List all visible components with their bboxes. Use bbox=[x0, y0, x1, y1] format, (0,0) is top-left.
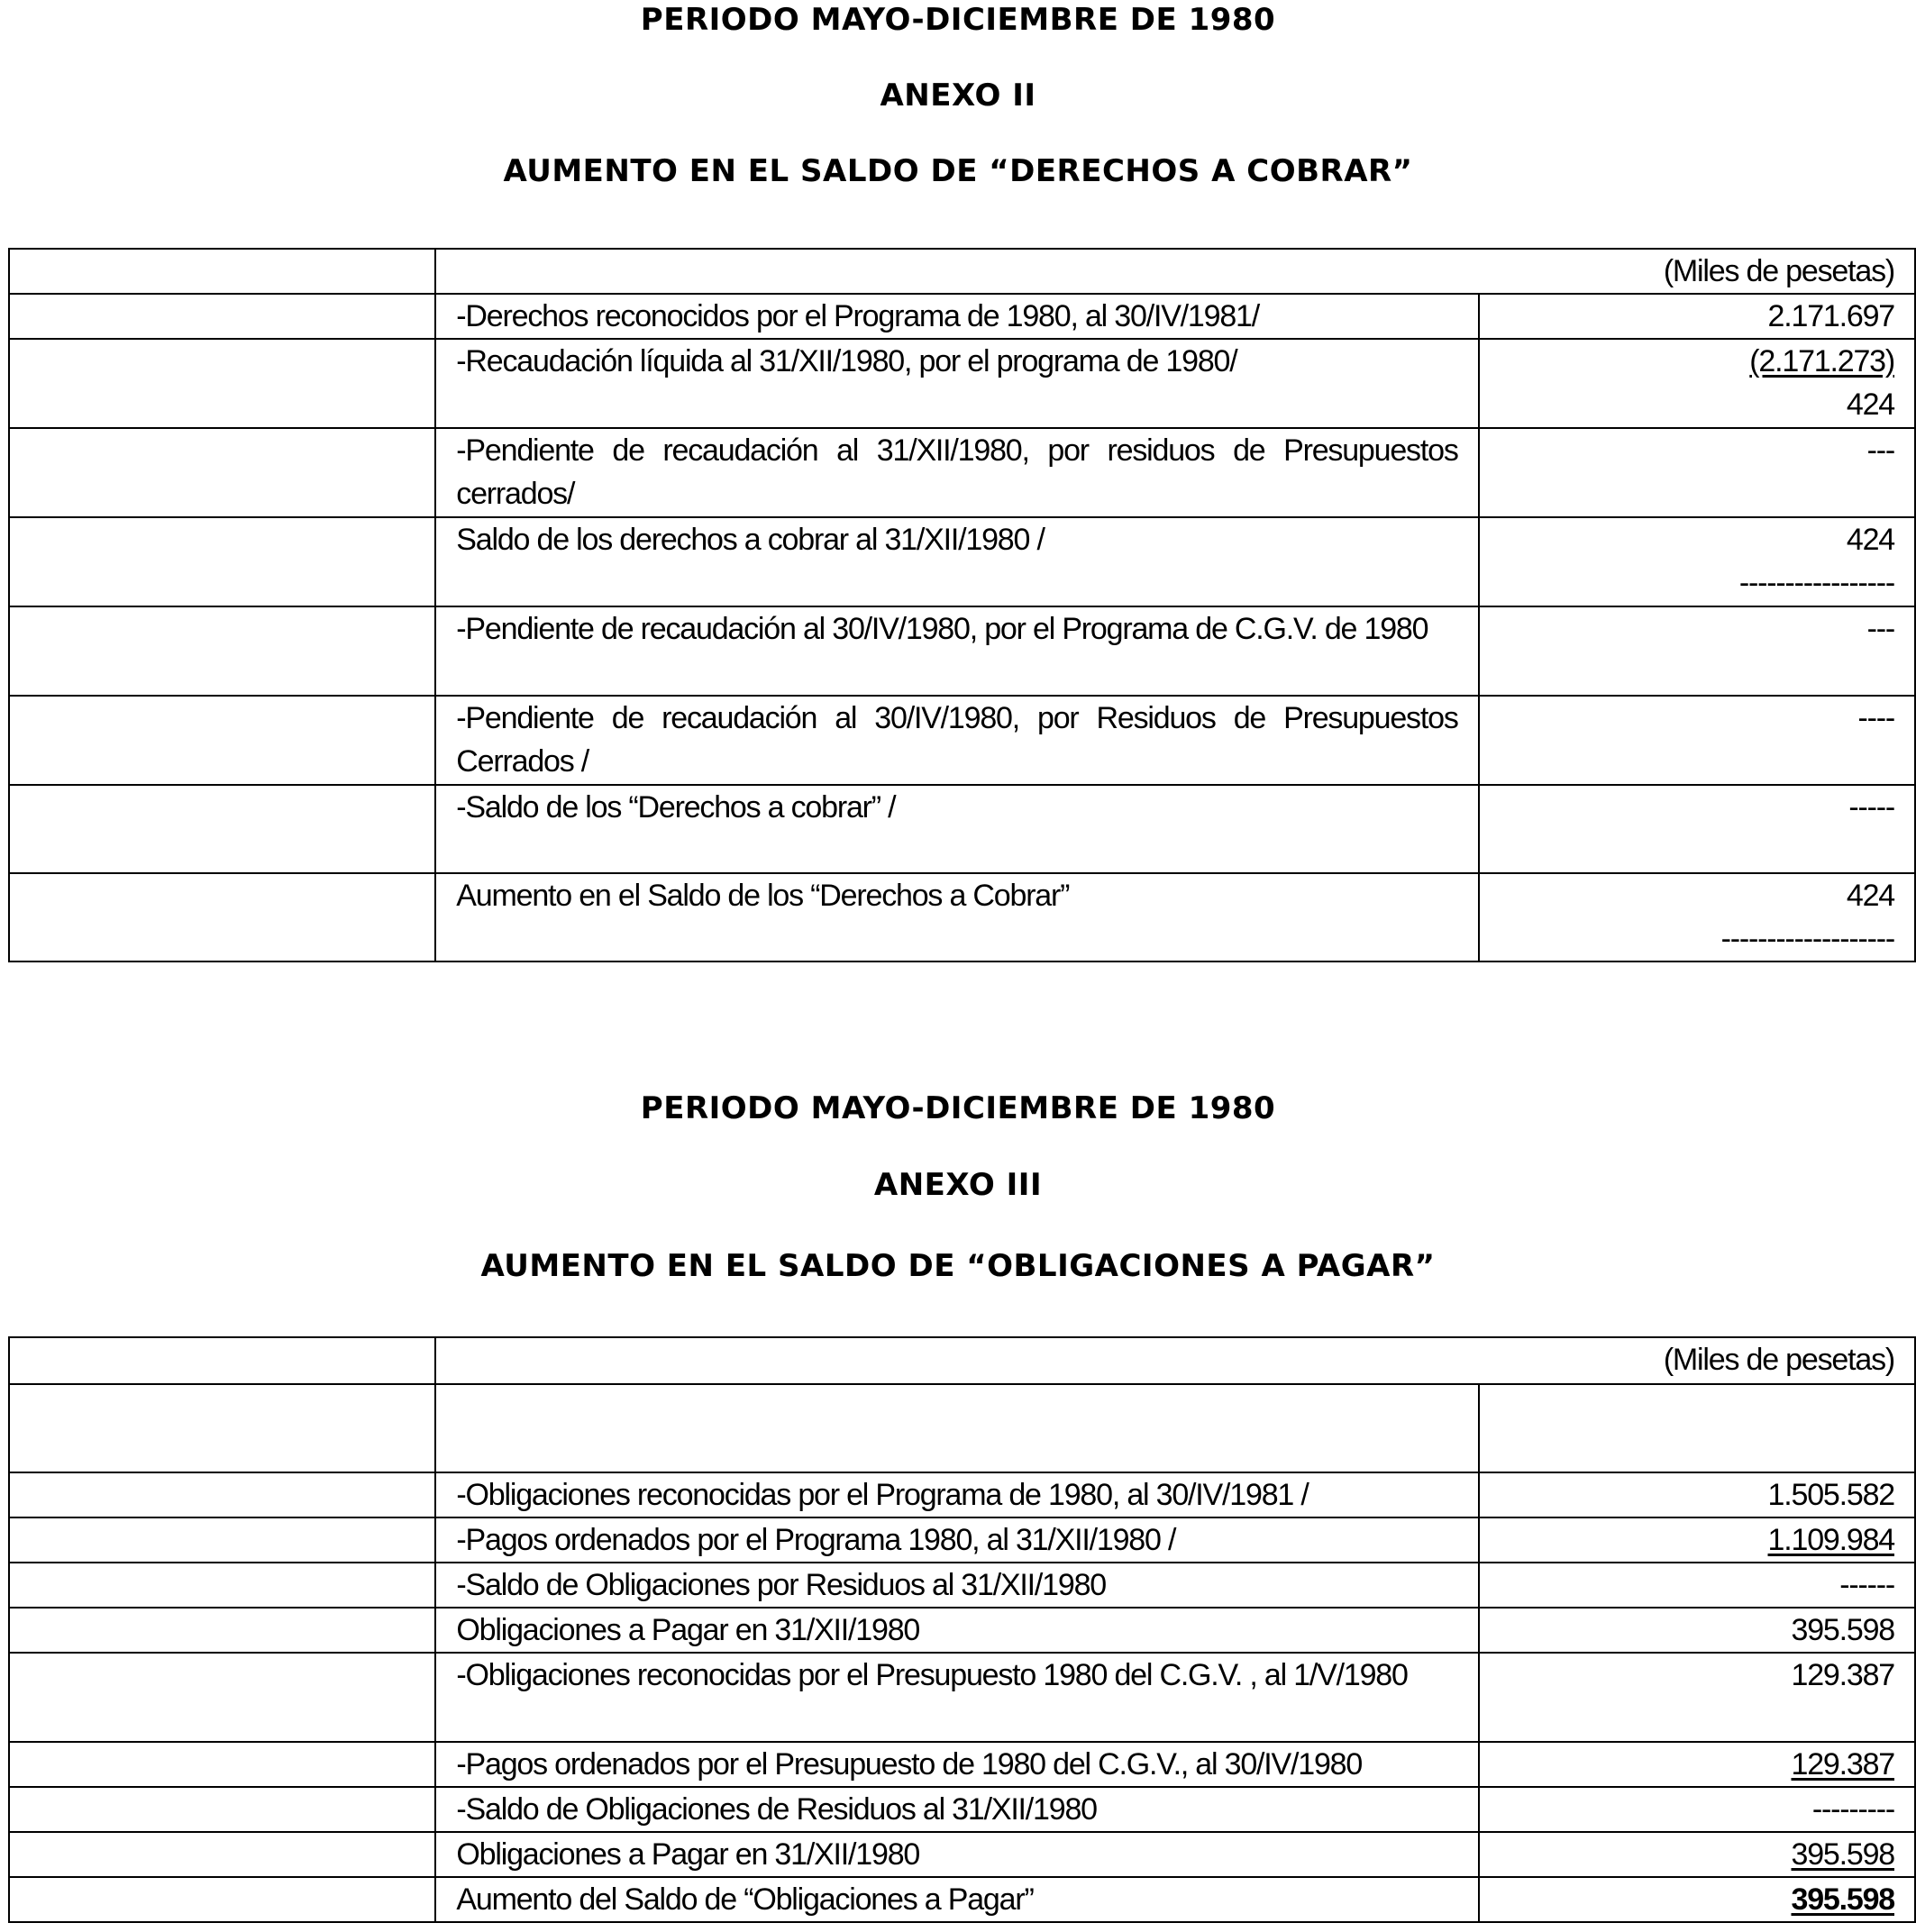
annex3-table bbox=[8, 1336, 1916, 1923]
table-row bbox=[9, 1653, 1915, 1742]
table-row bbox=[9, 1877, 1915, 1922]
row-subtotal: 424 bbox=[1846, 387, 1894, 422]
table-row bbox=[9, 339, 1915, 428]
row-value: --- bbox=[1479, 606, 1915, 696]
table-row bbox=[9, 249, 1915, 294]
row-label: -Derechos reconocidos por el Programa de 1980, al 30/IV/1981/ bbox=[435, 294, 1478, 339]
row-label: -Pagos ordenados por el Programa 1980, al 31/XII/1980 / bbox=[435, 1517, 1479, 1563]
table-row bbox=[9, 428, 1915, 517]
row-value: 1.109.984 bbox=[1767, 1523, 1894, 1557]
row-label: Obligaciones a Pagar en 31/XII/1980 bbox=[435, 1608, 1479, 1653]
row-label: Aumento en el Saldo de los “Derechos a Cobrar” bbox=[435, 873, 1478, 961]
annex2-title-heading: AUMENTO EN EL SALDO DE “DERECHOS A COBRAR” bbox=[503, 153, 1413, 189]
table-row bbox=[9, 1337, 1915, 1384]
annex3-title-heading: AUMENTO EN EL SALDO DE “OBLIGACIONES A PAGAR” bbox=[480, 1248, 1436, 1284]
row-value: 395.598 bbox=[1791, 1882, 1894, 1917]
row-value: 2.171.697 bbox=[1479, 294, 1915, 339]
row-label: -Pendiente de recaudación al 30/IV/1980, por el Programa de C.G.V. de 1980 bbox=[435, 606, 1478, 696]
row-label: Aumento del Saldo de “Obligaciones a Pagar” bbox=[435, 1877, 1479, 1922]
row-value: 424 bbox=[1846, 879, 1894, 913]
row-value: ----- bbox=[1479, 785, 1915, 873]
row-value: 129.387 bbox=[1479, 1653, 1915, 1742]
row-value: 1.505.582 bbox=[1479, 1472, 1915, 1517]
row-label: -Saldo de los “Derechos a cobrar” / bbox=[435, 785, 1478, 873]
row-value: 395.598 bbox=[1791, 1837, 1894, 1872]
row-label: -Obligaciones reconocidas por el Presupuesto 1980 del C.G.V. , al 1/V/1980 bbox=[435, 1653, 1479, 1742]
unit-label: (Miles de pesetas) bbox=[435, 249, 1915, 294]
row-value: --- bbox=[1479, 428, 1915, 517]
table-row bbox=[9, 1608, 1915, 1653]
row-value: ------ bbox=[1479, 1563, 1915, 1608]
row-label: -Pendiente de recaudación al 30/IV/1980, por Residuos de Presupuestos Cerrados / bbox=[435, 696, 1478, 785]
row-dashes: ------------------- bbox=[1720, 922, 1894, 956]
row-value: 129.387 bbox=[1791, 1747, 1894, 1782]
row-value: 395.598 bbox=[1479, 1608, 1915, 1653]
table-row bbox=[9, 1563, 1915, 1608]
table-row bbox=[9, 517, 1915, 606]
table-row bbox=[9, 1832, 1915, 1877]
row-label: -Recaudación líquida al 31/XII/1980, por el programa de 1980/ bbox=[435, 339, 1478, 428]
row-dashes: ----------------- bbox=[1738, 566, 1894, 600]
row-label: -Obligaciones reconocidas por el Programa de 1980, al 30/IV/1981 / bbox=[435, 1472, 1479, 1517]
table-row bbox=[9, 873, 1915, 961]
table-row bbox=[9, 294, 1915, 339]
table-row bbox=[9, 606, 1915, 696]
annex3-number-heading: ANEXO III bbox=[873, 1167, 1043, 1203]
row-label: Obligaciones a Pagar en 31/XII/1980 bbox=[435, 1832, 1479, 1877]
table-row bbox=[9, 696, 1915, 785]
row-value: 424 bbox=[1846, 523, 1894, 557]
table-row bbox=[9, 785, 1915, 873]
table-row bbox=[9, 1384, 1915, 1472]
unit-label: (Miles de pesetas) bbox=[435, 1337, 1915, 1384]
table-row bbox=[9, 1742, 1915, 1787]
table-row bbox=[9, 1472, 1915, 1517]
row-label: -Pagos ordenados por el Presupuesto de 1980 del C.G.V., al 30/IV/1980 bbox=[435, 1742, 1479, 1787]
row-value: ---- bbox=[1479, 696, 1915, 785]
annex2-number-heading: ANEXO II bbox=[880, 77, 1036, 114]
row-label: -Saldo de Obligaciones de Residuos al 31/XII/1980 bbox=[435, 1787, 1479, 1832]
row-label: -Pendiente de recaudación al 31/XII/1980, por residuos de Presupuestos cerrados/ bbox=[435, 428, 1478, 517]
row-label: Saldo de los derechos a cobrar al 31/XII/1980 / bbox=[435, 517, 1478, 606]
row-label: -Saldo de Obligaciones por Residuos al 31/XII/1980 bbox=[435, 1563, 1479, 1608]
table-row bbox=[9, 1787, 1915, 1832]
annex3-period-heading: PERIODO MAYO-DICIEMBRE DE 1980 bbox=[640, 1090, 1276, 1126]
annex2-table bbox=[8, 248, 1916, 962]
annex2-period-heading: PERIODO MAYO-DICIEMBRE DE 1980 bbox=[640, 2, 1276, 38]
table-row bbox=[9, 1517, 1915, 1563]
row-value: (2.171.273) bbox=[1749, 344, 1894, 378]
row-value: --------- bbox=[1479, 1787, 1915, 1832]
